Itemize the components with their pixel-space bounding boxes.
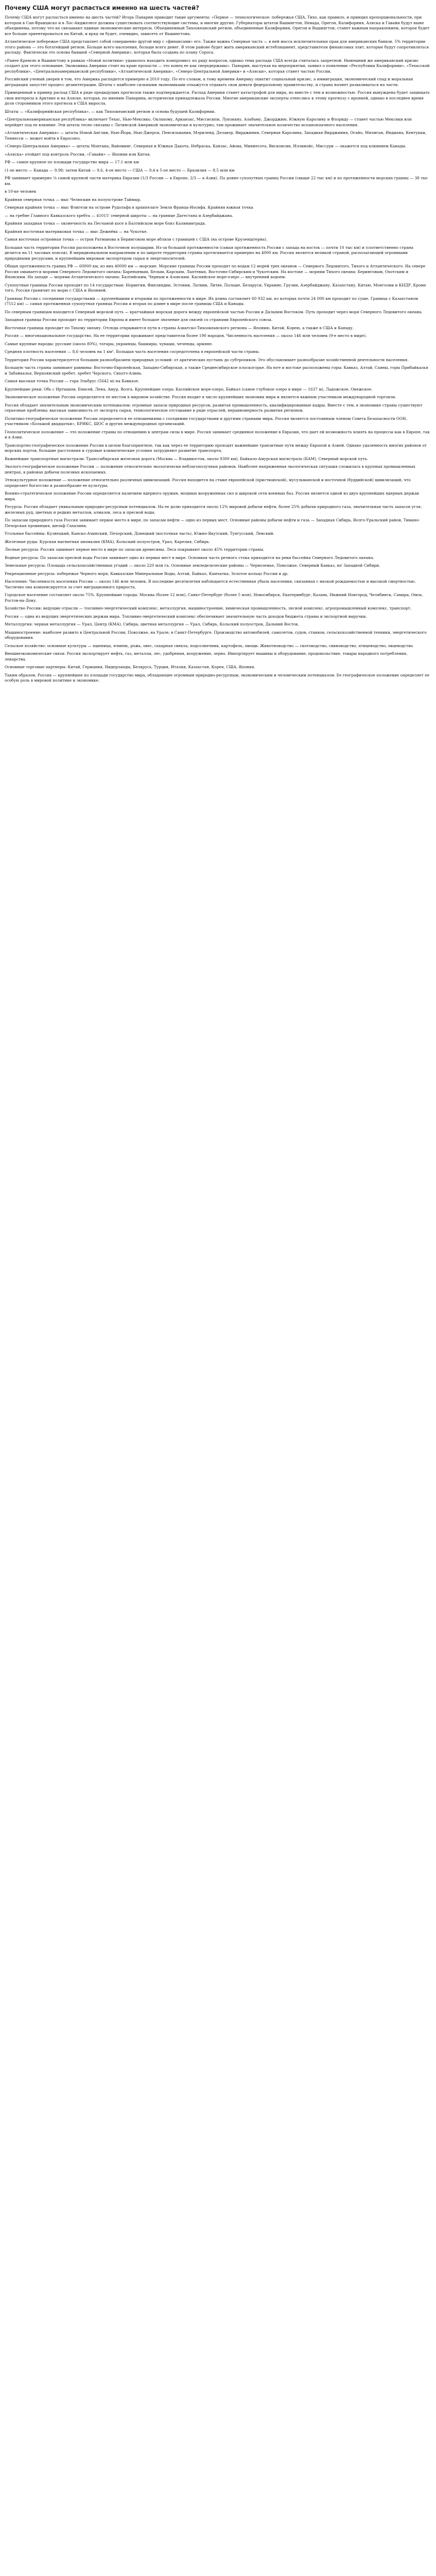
paragraph: Этнокультурное положение — положение относительно различных цивилизаций. Россия находится на стыке европейской (христианской), мусульманской и восточной (буддийской) цивилизаций, что определяет богатство и разнообразие ее культуры. <box>5 478 412 488</box>
paragraph: Россия — одна из ведущих энергетических держав мира. Топливно-энергетический комплекс обеспечивает значительную часть доходов бюджета страны и экспортной выручки. <box>5 614 367 619</box>
paragraph: Экономическое положение России определяется ее местом в мировом хозяйстве. Россия входит в число крупнейших экономик мира и является важным участником международной торговли. <box>5 395 396 399</box>
paragraph: Городское население составляет около 75%. Крупнейшие города: Москва (более 12 млн), Санкт-Петербург (более 5 млн), Новосибирск, Екатеринбург, Казань, Нижний Новгород, Челябинск, Самара, Омск, Ростов-на-Дону. <box>5 592 424 603</box>
document-body <box>5 4 430 686</box>
paragraph: Западная граница России проходит по территории Европы и имеет большое значение для связей со странами Европейского союза. <box>5 317 273 322</box>
paragraph: Эколого-географическое положение России — положение относительно экологически неблагополучных районов. Наиболее напряженная экологическая ситуация сложилась в крупных промышленных центрах, в районах добычи полезных ископаемых. <box>5 464 417 474</box>
paragraph: Россия обладает значительным экономическим потенциалом: огромные запасы природных ресурсов, развитая промышленность, квалифицированные кадры. Вместе с тем, в экономике страны существуют серьезные проблемы: высокая зависимость от экспорта сырья, технологическое отставание в ряде отраслей, неравномерность развития регионов. <box>5 402 424 413</box>
paragraph: Восточная граница проходит по Тихому океану. Отсюда открываются пути в страны Азиатско-Тихоокеанского региона — Японию, Китай, Корею, а также в США и Канаду. <box>5 325 354 330</box>
paragraph: Крупнейшие реки: Обь с Иртышом, Енисей, Лена, Амур, Волга. Крупнейшие озера: Каспийское море-озеро, Байкал (самое глубокое озеро в мире — 1637 м), Ладожское, Онежское. <box>5 386 373 392</box>
page-title: Почему США могут распасться именно на шесть частей? <box>5 4 199 11</box>
paragraph: Крайняя западная точка — оконечность на Песчаной косе в Балтийском море близ Калининграда. <box>5 221 206 226</box>
paragraph: По запасам природного газа Россия занимает первое место в мире, по запасам нефти — одно из первых мест. Основные районы добычи нефти и газа — Западная Сибирь, Волго-Уральский район, Тимано-Печорская провинция, шельф Сахалина. <box>5 518 420 528</box>
paragraph: Рекреационные ресурсы: побережье Черного моря, Кавказские Минеральные Воды, Алтай, Байкал, Камчатка, Золотое кольцо России и др. <box>5 571 289 576</box>
paragraph: «Атлантическая Америка» — штаты Новой Англии, Нью-Йорк, Нью-Джерси, Пенсильвания, Мэриленд, Делавэр, Вирджиния, Северная Каролина, Западная Вирджиния, Огайо, Мичиган, Индиана, Кентукки, Теннесси — может войти в Евросоюз. <box>5 130 428 141</box>
paragraph: РФ занимает примерно ⅛ самой крупной части материка Евразии (1/3 России — в Европе, 2/3 — в Азии). По длине сухопутных границ России (свыше 22 тыс км) и по протяженности морских границ — 38 тыс км. <box>5 176 429 186</box>
paragraph: в 10-ке человек <box>5 189 37 194</box>
paragraph: Северная крайняя точка — мыс Флигели на острове Рудольфа в архипелаге Земля Франца-Иосифа. Крайняя южная точка <box>5 205 253 210</box>
paragraph: Таким образом, Россия — крупнейшее по площади государство мира, обладающее огромным природно-ресурсным, экономическим и человеческим потенциалом. Ее географическое положение определяет ее особую роль в мировой политике и экономике. <box>5 672 431 683</box>
paragraph: Население: Численность населения России — около 146 млн человек. В последние десятилетия наблюдается естественная убыль населения, связанная с низкой рождаемостью и высокой смертностью. Частично она компенсируется за счет миграционного прироста. <box>5 579 417 589</box>
paragraph: Атлантическое побережье США представляет собой совершенно другой мир с «финансами» его. Также важна Северная часть — в ней масса исключительных прав для американских банков. 5% территории этого района — это богатейший регион. Больше всего населения, больше всего денег. В этом районе будет жить американский истеблишмент, представители финансовых элит, которые будут сопротивляться распаду. Фактически это основа бывшей «Северной Америки», которая была создана по плану Сороса. <box>5 39 430 55</box>
paragraph: РФ — самое крупное по площади государство мира — 17,1 млн км <box>5 160 139 164</box>
paragraph: «Ранее Кремлю и Вашингтону в рамках «Новой политики» удавалось находить компромисс по ряду вопросов, однако тема распада США всегда считалась запретной. Нынешний же американский кризис создает для этого основание. Экономика Америки стоит на краю пропасти — это конец ее как сверхдержавы». Панарин, выступая на мероприятии, заявил о появлении «Республики Калифорнии», «Техасской республики», «Центральноамериканской республики», «Атлантической Америки», «Северо-Центральной Америки» и «Аляски», которая станет частью России. <box>5 58 431 74</box>
paragraph: Самая высокая точка России — гора Эльбрус (5642 м) на Кавказе. <box>5 379 139 383</box>
paragraph: Водные ресурсы: По запасам пресной воды Россия занимает одно из первых мест в мире. Основная часть речного стока приходится на реки бассейна Северного Ледовитого океана. <box>5 555 374 560</box>
paragraph: Россия — многонациональное государство. На ее территории проживают представители более 190 народов. Численность населения — около 146 млн человек (9-е место в мире). <box>5 333 367 338</box>
paragraph: Железные руды: Курская магнитная аномалия (КМА), Кольский полуостров, Урал, Карелия, Сибирь. <box>5 539 210 544</box>
paragraph: Российский ученый уверен в том, что Америка распадется примерно в 2010 году. По его словам, к тому времени Америку охватит социальный кризис, а иммиграция, экономический спад и моральная деградация запустят процесс дезинтеграции. Штаты с наиболее сильными экономиками откажутся отдавать свои деньги федеральному правительству, и страна начнет разваливаться на части. <box>5 77 414 87</box>
paragraph: Крайняя восточная материковая точка — мыс Дежнёва — на Чукотке. <box>5 229 148 234</box>
paragraph: Геополитическое положение — это положение страны по отношению к центрам силы в мире. Россия занимает срединное положение в Евразии, что дает ей возможность влиять на процессы как в Европе, так и в Азии. <box>5 429 431 439</box>
paragraph: Большая часть территории России расположена в Восточном полушарии. Из-за большой протяженности (самая протяженность России с запада на восток — почти 10 тыс км) и (соответственно страна делится на 11 часовых поясов). В меридиональном направлении и по широте территория страны протягивается примерно на 4000 км. Россия является великой страной, располагающей огромными природными ресурсами, и крупнейшим мировым экспортером сырья и энергоносителей. <box>5 245 415 261</box>
paragraph: Границы России с соседними государствами — крупнейшими и вторыми по протяженности в мире. Их длина составляет 60 932 км, из которых почти 24 000 км проходит по суше. Граница с Казахстаном (7512 км) — самая протяженная сухопутная граница России и вторая по длине в мире после границы США и Канады. <box>5 296 420 306</box>
paragraph: Угольные бассейны: Кузнецкий, Канско-Ачинский, Печорский, Донецкий (восточная часть), Южно-Якутский, Тунгусский, Ленский. <box>5 531 274 536</box>
paragraph: Большую часть страны занимают равнины: Восточно-Европейская, Западно-Сибирская, а также Среднесибирское плоскогорье. На юге и востоке расположены горы: Кавказ, Алтай, Саяны, горы Прибайкалья и Забайкалья, Верхоянский хребет, хребет Черского, Сихотэ-Алинь. <box>5 365 430 376</box>
paragraph: Сельское хозяйство: основные культуры — пшеница, ячмень, рожь, овес, сахарная свекла, подсолнечник, картофель, овощи. Животноводство — скотоводство, свиноводство, птицеводство, овцеводство. <box>5 643 414 648</box>
paragraph: Почему США могут распасться именно на шесть частей? Игорь Панарин приводит такие аргументы: «Первое — технологическое: побережья США, Тихо, как правило, и принцип пропорциональности, при котором в Сан-Франциско и в Лос-Анджелесе должны существовать соответствующие системы, и многие другие. Губернаторы штатов Вашингтон, Невада, Орегон, Калифорния, Аляска и Гавайи будут ныне объединены, потому что их связывают единые экономические интересы. Объединенный Тихоокеанский регион, объединенные Калифорния, Орегон и Вашингтон, станет важным направлением, которое будет все больше ориентироваться на Китай, и вряд ли будет, очевидно, зависеть от Вашингтона. <box>5 15 431 36</box>
paragraph: «Северо-Центральная Америка» — штаты Монтана, Вайоминг, Северная и Южная Дакота, Небраска, Канзас, Айова, Миннесота, Висконсин, Иллинойс, Миссури — окажется под влиянием Канады. <box>5 144 407 148</box>
paragraph: — на гребне Главного Кавказского хребта — 41015' северной широты — на границе Дагестана и Азербайджана. <box>5 213 233 218</box>
paragraph: Внешнеэкономические связи: Россия экспортирует нефть, газ, металлы, лес, удобрения, вооружение, зерно. Импортирует машины и оборудование, продовольствие, товары народного потребления, лекарства. <box>5 651 409 662</box>
paragraph-list <box>5 15 430 684</box>
paragraph: Металлургия: черная металлургия — Урал, Центр (КМА), Сибирь; цветная металлургия — Урал, Сибирь, Кольский полуостров, Дальний Восток. <box>5 622 300 626</box>
paragraph: Средняя плотность населения — 8,6 человек на 1 км². Большая часть населения сосредоточена в европейской части страны. <box>5 349 260 354</box>
paragraph: Политико-географическое положение России определяется ее отношениями с соседними государствами и другими странами мира. Россия является постоянным членом Совета Безопасности ООН, участником «Большой двадцатки», БРИКС, ШОС и других международных организаций. <box>5 416 409 426</box>
paragraph: Ресурсы: Россия обладает уникальным природно-ресурсным потенциалом. На ее долю приходится около 12% мировой добычи нефти, более 25% добычи природного газа, значительная часть запасов угля, железных руд, цветных и редких металлов, алмазов, леса и пресной воды. <box>5 504 423 515</box>
paragraph: Штаты — «Калифорнийская республика», — как Тихоокеанский регион и основа будущей Калифорнии. <box>5 109 216 114</box>
paragraph: Самая восточная островная точка — остров Ратманова в Беринговом море вблизи с границей с США (на острове Крузенштерна). <box>5 237 268 242</box>
paragraph: Самые крупные народы: русские (около 80%), татары, украинцы, башкиры, чуваши, чеченцы, армяне. <box>5 341 213 346</box>
paragraph: Важнейшие транспортные магистрали: Транссибирская железная дорога (Москва — Владивосток, около 9300 км), Байкало-Амурская магистраль (БАМ), Северный морской путь. <box>5 456 369 461</box>
paragraph: Крайняя северная точка — мыс Челюскин на полуострове Таймыр. <box>5 197 142 202</box>
paragraph: «Центральноамериканская республика» включает Техас, Нью-Мексико, Оклахому, Арканзас, Миссисипи, Луизиану, Алабаму, Джорджию, Южную Каролину и Флориду — станет частью Мексики или перейдет под ее влияние. Эти штаты тесно связаны с Латинской Америкой экономически и культурно, там проживает значительное количество испаноязычного населения. <box>5 117 413 127</box>
paragraph: Сухопутные границы России проходят по 14 государствам: Норвегии, Финляндии, Эстонии, Латвии, Литве, Польше, Беларуси, Украине, Грузии, Азербайджану, Казахстану, Китаю, Монголии и КНДР. Кроме того, Россия граничит по морю с США и Японией. <box>5 282 427 293</box>
paragraph: «Аляска» отойдет под контроль России, «Гавайи» — Японии или Китая. <box>5 151 151 157</box>
paragraph: Военно-стратегическое положение России определяется наличием ядерного оружия, мощных вооруженных сил и широкой сети военных баз. Россия является одной из двух крупнейших ядерных держав мира. <box>5 491 421 501</box>
paragraph: Хозяйство России: ведущие отрасли — топливно-энергетический комплекс, металлургия, машиностроение, химическая промышленность, лесной комплекс, агропромышленный комплекс, транспорт. <box>5 606 412 611</box>
paragraph: Приведенный в пример распад США в ряде предыдущих прогнозов также подтверждается. Распад Америки станет катастрофой для мира, но вместе с тем и возможностью. Россия вынуждена будет защищать свои интересы в Арктике и на Аляске, которая, по мнению Панарина, исторически принадлежала России. Многие американские эксперты отнеслись к этому прогнозу с иронией, однако в последнее время доля сторонников этого прогноза в США выросла. <box>5 90 431 106</box>
paragraph: Машиностроение: наиболее развито в Центральной России, Поволжье, на Урале, в Санкт-Петербурге. Производство автомобилей, самолетов, судов, станков, сельскохозяйственной техники, энергетического оборудования. <box>5 630 428 640</box>
paragraph: Лесные ресурсы: Россия занимает первое место в мире по запасам древесины. Леса покрывают около 45% территории страны. <box>5 547 265 552</box>
paragraph: Территория России характеризуется большим разнообразием природных условий: от арктических пустынь до субтропиков. Это обуславливает разнообразие хозяйственной деятельности населения. <box>5 357 409 362</box>
paragraph: По северным границам находится Северный морской путь — кратчайшая морская дорога между европейской частью России и Дальним Востоком. Путь проходит через моря Северного Ледовитого океана. <box>5 309 423 314</box>
paragraph: Транспортно-географическое положение России в целом благоприятное, так как через ее территорию проходят важнейшие транзитные пути между Европой и Азией. Однако удаленность многих районов от морских портов, большие расстояния и суровые климатические условия затрудняют развитие транспорта. <box>5 443 428 453</box>
paragraph: Основные торговые партнеры: Китай, Германия, Нидерланды, Беларусь, Турция, Италия, Казахстан, Корея, США, Япония. <box>5 665 255 669</box>
paragraph: Общая протяженность границ РФ — 60000 км, из них 40000 км — морские. Морские границы России проходят по водам 12 морей трех океанов — Северного Ледовитого, Тихого и Атлантического. На севере Россия омывается морями Северного Ледовитого океана: Баренцевым, Белым, Карским, Лаптевых, Восточно-Сибирским и Чукотским. На востоке — морями Тихого океана: Беринговым, Охотским и Японским. На западе — морями Атлантического океана: Балтийским, Черным и Азовским. Каспийское море-озеро — внутренний водоем. <box>5 264 427 279</box>
paragraph: (1-ое место — Канада — 9,98; затем Китай — 9,6, 4-ое место — США — 9,4 в 5-ое место — Бразилия — 8,5 млн км <box>5 167 235 173</box>
paragraph: Земельные ресурсы: Площадь сельскохозяйственных угодий — около 220 млн га. Основные земледельческие районы — Черноземье, Поволжье, Северный Кавказ, юг Западной Сибири. <box>5 563 380 568</box>
